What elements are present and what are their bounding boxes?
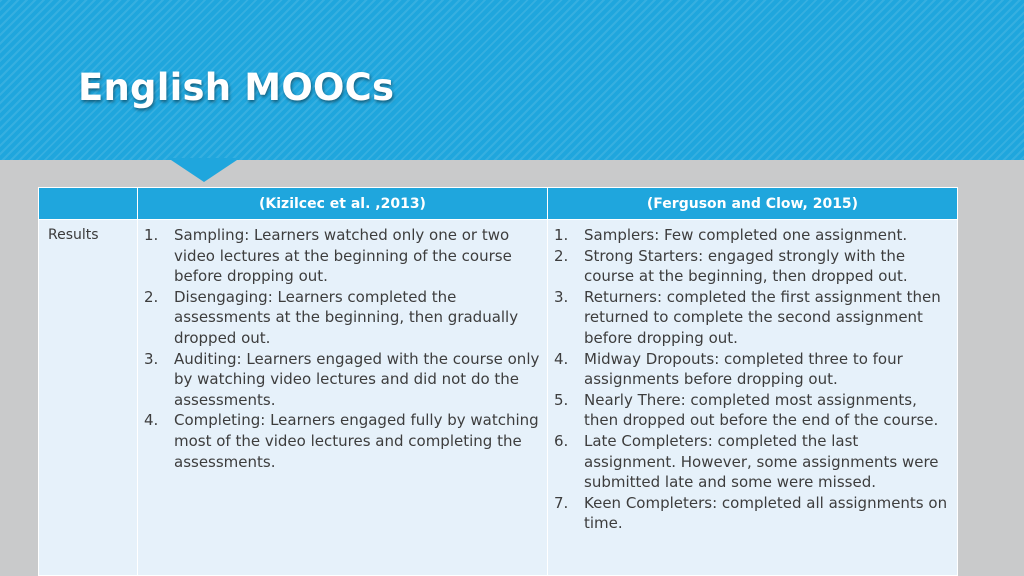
list-item: 1. Sampling: Learners watched only one or two video lectures at the beginning of the course before dropping out. <box>144 226 512 286</box>
header-kizilcec: (Kizilcec et al. ,2013) <box>138 188 548 220</box>
slide-title: English MOOCs <box>78 66 395 109</box>
results-row <box>39 220 958 576</box>
list-item: 2. Disengaging: Learners completed the assessments at the beginning, then gradually dropped out. <box>144 287 519 347</box>
kizilcec-list <box>138 220 547 472</box>
list-item: 4. Completing: Learners engaged fully by watching most of the video lectures and completing the assessments. <box>144 411 539 471</box>
ferguson-list <box>548 220 957 534</box>
list-item: 1. Samplers: Few completed one assignment. <box>554 226 908 244</box>
banner-notch <box>168 158 240 182</box>
comparison-table <box>38 187 958 576</box>
list-item: 6. Late Completers: completed the last assignment. However, some assignments were submitted late and some were missed. <box>554 431 939 492</box>
list-item: 5. Nearly There: completed most assignments, then dropped out before the end of the course. <box>554 390 939 430</box>
table-header-row <box>39 188 958 220</box>
kizilcec-cell <box>138 220 548 576</box>
row-label-results: Results <box>39 220 138 576</box>
list-item: 4. Midway Dropouts: completed three to four assignments before dropping out. <box>554 349 903 389</box>
list-item: 7. Keen Completers: completed all assignments on time. <box>554 493 948 533</box>
header-ferguson: (Ferguson and Clow, 2015) <box>548 188 958 220</box>
header-empty-cell <box>39 188 138 220</box>
list-item: 3. Returners: completed the first assignment then returned to complete the second assignment before dropping out. <box>554 287 941 347</box>
list-item: 2. Strong Starters: engaged strongly with the course at the beginning, then dropped out. <box>554 246 908 286</box>
ferguson-cell <box>548 220 958 576</box>
list-item: 3. Auditing: Learners engaged with the course only by watching video lectures and did not do the assessments. <box>144 349 540 409</box>
